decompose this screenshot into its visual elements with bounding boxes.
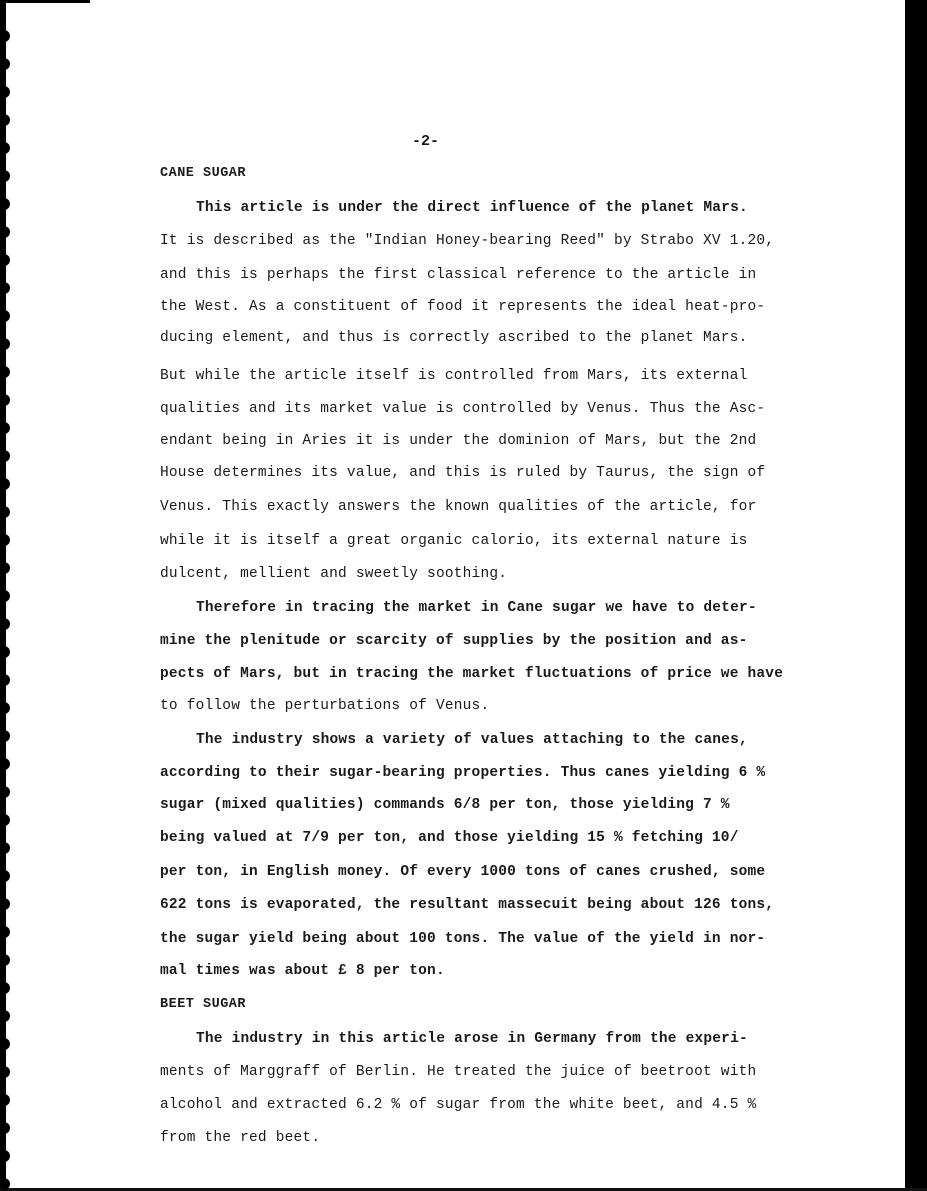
binder-hole-mark (2, 562, 10, 574)
text-line: to follow the perturbations of Venus. (160, 698, 490, 714)
text-line: and this is perhaps the first classical reference to the article in (160, 267, 757, 283)
binder-hole-mark (2, 646, 10, 658)
scan-edge-top (0, 0, 90, 3)
text-line: being valued at 7/9 per ton, and those yielding 15 % fetching 10/ (160, 830, 739, 846)
binder-hole-mark (2, 86, 10, 98)
binder-hole-mark (2, 282, 10, 294)
section-heading-cane-sugar: CANE SUGAR (160, 166, 247, 181)
binder-hole-mark (2, 450, 10, 462)
binder-hole-mark (2, 338, 10, 350)
text-line: the West. As a constituent of food it represents the ideal heat-pro- (160, 299, 766, 315)
binder-hole-mark (2, 366, 10, 378)
binder-hole-mark (2, 1150, 10, 1162)
text-line: It is described as the "Indian Honey-bearing Reed" by Strabo XV 1.20, (160, 233, 775, 249)
binder-hole-mark (2, 1094, 10, 1106)
binder-hole-mark (2, 618, 10, 630)
binder-hole-mark (2, 814, 10, 826)
text-line: dulcent, mellient and sweetly soothing. (160, 566, 508, 582)
text-line: Therefore in tracing the market in Cane sugar we have to deter- (196, 600, 757, 616)
binder-hole-mark (2, 254, 10, 266)
binder-hole-mark (2, 842, 10, 854)
text-line: from the red beet. (160, 1130, 321, 1146)
text-line: But while the article itself is controlled from Mars, its external (160, 368, 748, 384)
text-line: qualities and its market value is controlled by Venus. Thus the Asc- (160, 401, 766, 417)
binder-hole-mark (2, 590, 10, 602)
text-line: the sugar yield being about 100 tons. The value of the yield in nor- (160, 931, 766, 947)
page-number: -2- (412, 133, 440, 150)
text-line: This article is under the direct influence of the planet Mars. (196, 200, 748, 216)
binder-hole-mark (2, 898, 10, 910)
binder-hole-mark (2, 198, 10, 210)
text-line: 622 tons is evaporated, the resultant massecuit being about 126 tons, (160, 897, 775, 913)
binder-hole-mark (2, 142, 10, 154)
binder-hole-mark (2, 30, 10, 42)
binder-hole-mark (2, 226, 10, 238)
binder-hole-mark (2, 1010, 10, 1022)
text-line: The industry shows a variety of values attaching to the canes, (196, 732, 748, 748)
binder-hole-mark (2, 58, 10, 70)
binder-hole-mark (2, 534, 10, 546)
binder-hole-mark (2, 954, 10, 966)
text-line: Venus. This exactly answers the known qualities of the article, for (160, 499, 757, 515)
section-heading-beet-sugar: BEET SUGAR (160, 997, 247, 1012)
text-line: pects of Mars, but in tracing the market fluctuations of price we have (160, 666, 784, 682)
scan-edge-right (905, 0, 927, 1191)
text-line: ducing element, and thus is correctly ascribed to the planet Mars. (160, 330, 748, 346)
binder-hole-mark (2, 478, 10, 490)
binder-hole-mark (2, 786, 10, 798)
binder-hole-mark (2, 1066, 10, 1078)
binder-hole-mark (2, 730, 10, 742)
text-line: The industry in this article arose in Germany from the experi- (196, 1031, 748, 1047)
text-line: mal times was about £ 8 per ton. (160, 963, 445, 979)
text-line: endant being in Aries it is under the dominion of Mars, but the 2nd (160, 433, 757, 449)
text-line: ments of Marggraff of Berlin. He treated the juice of beetroot with (160, 1064, 757, 1080)
binder-hole-mark (2, 114, 10, 126)
text-line: sugar (mixed qualities) commands 6/8 per ton, those yielding 7 % (160, 797, 730, 813)
text-line: House determines its value, and this is ruled by Taurus, the sign of (160, 465, 766, 481)
text-line: alcohol and extracted 6.2 % of sugar from the white beet, and 4.5 % (160, 1097, 757, 1113)
text-line: according to their sugar-bearing properties. Thus canes yielding 6 % (160, 765, 766, 781)
binder-hole-mark (2, 170, 10, 182)
binder-hole-mark (2, 702, 10, 714)
binder-hole-mark (2, 926, 10, 938)
binder-hole-mark (2, 870, 10, 882)
binder-hole-mark (2, 506, 10, 518)
text-line: mine the plenitude or scarcity of supplies by the position and as- (160, 633, 748, 649)
binder-hole-mark (2, 422, 10, 434)
binder-hole-mark (2, 1122, 10, 1134)
text-line: per ton, in English money. Of every 1000 tons of canes crushed, some (160, 864, 766, 880)
binder-hole-mark (2, 1038, 10, 1050)
text-line: while it is itself a great organic calorio, its external nature is (160, 533, 748, 549)
binder-hole-mark (2, 758, 10, 770)
binder-hole-mark (2, 394, 10, 406)
binder-hole-mark (2, 674, 10, 686)
binder-hole-mark (2, 982, 10, 994)
binder-hole-mark (2, 310, 10, 322)
